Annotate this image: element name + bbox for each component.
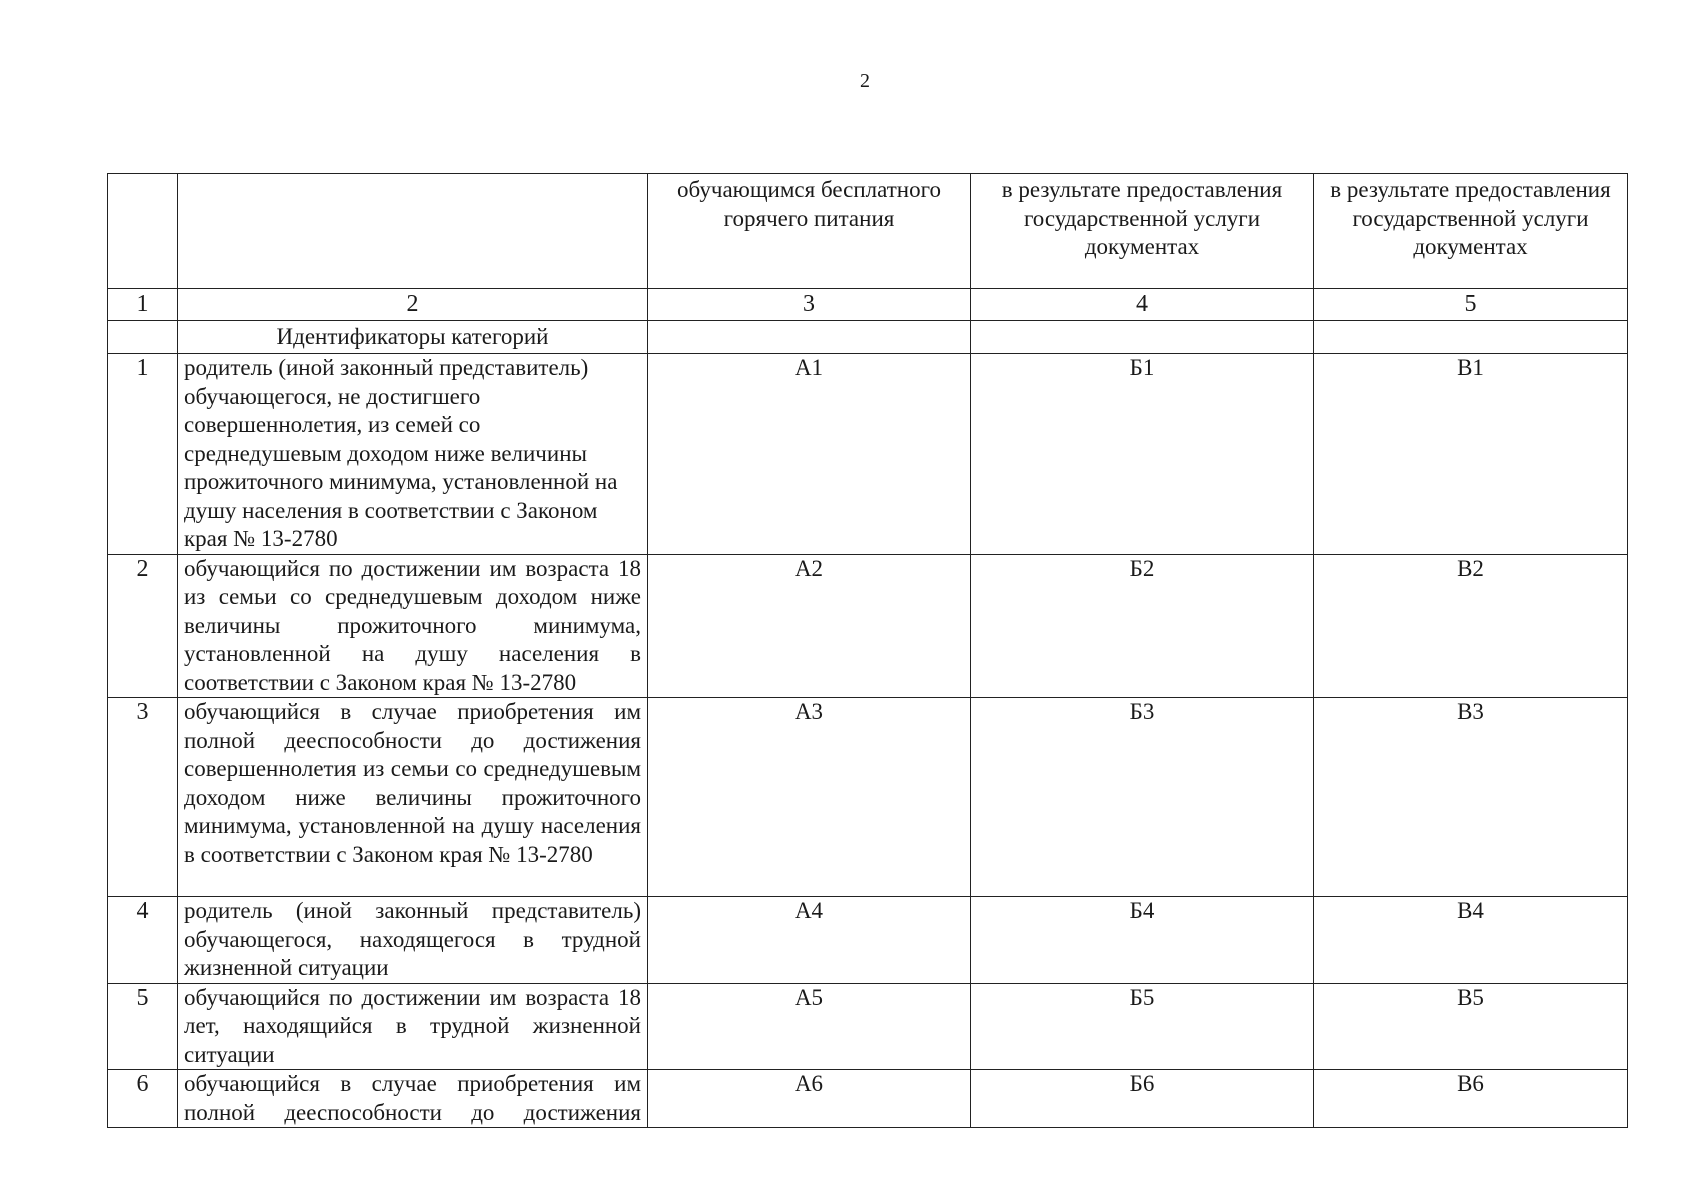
header-cell-1 bbox=[108, 174, 178, 289]
column-number-1: 1 bbox=[108, 289, 178, 321]
category-description: обучающийся по достижении им возраста 18 лет, находящийся в трудной жизненной ситуации bbox=[178, 983, 648, 1070]
identifier-c: В5 bbox=[1314, 983, 1628, 1070]
identifiers-empty-cell bbox=[108, 321, 178, 354]
categories-table bbox=[107, 173, 1628, 1128]
category-description: родитель (иной законный представитель) обучающегося, не достигшего совершеннолетия, из семей со среднедушевым доходом ниже величины прожиточного минимума, установленной на душу населения в соответствии с Законом края № 13-2780 bbox=[178, 354, 648, 555]
identifiers-label: Идентификаторы категорий bbox=[178, 321, 648, 354]
category-description: родитель (иной законный представитель) обучающегося, находящегося в трудной жизненной ситуации bbox=[178, 897, 648, 984]
identifier-c: В2 bbox=[1314, 554, 1628, 698]
identifier-b: Б4 bbox=[971, 897, 1314, 984]
table-row bbox=[108, 897, 1628, 984]
row-number: 5 bbox=[108, 983, 178, 1070]
table-row bbox=[108, 698, 1628, 897]
category-description: обучающийся в случае приобретения им полной дееспособности до достижения совершеннолетия из семьи со среднедушевым доходом ниже величины прожиточного минимума, установленной на душу населения в соответствии с Законом края № 13-2780 bbox=[178, 698, 648, 897]
row-number: 4 bbox=[108, 897, 178, 984]
header-cell-5: в результате предоставления государственной услуги документах bbox=[1314, 174, 1628, 289]
table-header-row bbox=[108, 174, 1628, 289]
identifier-c: В6 bbox=[1314, 1070, 1628, 1128]
table-row bbox=[108, 983, 1628, 1070]
column-number-3: 3 bbox=[648, 289, 971, 321]
identifier-b: Б5 bbox=[971, 983, 1314, 1070]
identifier-b: Б3 bbox=[971, 698, 1314, 897]
identifiers-row bbox=[108, 321, 1628, 354]
identifier-c: В3 bbox=[1314, 698, 1628, 897]
identifier-b: Б1 bbox=[971, 354, 1314, 555]
row-number: 2 bbox=[108, 554, 178, 698]
category-description: обучающийся в случае приобретения им полной дееспособности до достижения bbox=[178, 1070, 648, 1128]
table-row bbox=[108, 554, 1628, 698]
column-number-5: 5 bbox=[1314, 289, 1628, 321]
identifiers-empty-cell bbox=[971, 321, 1314, 354]
identifier-b: Б2 bbox=[971, 554, 1314, 698]
column-number-2: 2 bbox=[178, 289, 648, 321]
row-number: 6 bbox=[108, 1070, 178, 1128]
identifier-a: А6 bbox=[648, 1070, 971, 1128]
table-row bbox=[108, 354, 1628, 555]
identifier-a: А5 bbox=[648, 983, 971, 1070]
column-number-4: 4 bbox=[971, 289, 1314, 321]
table-row bbox=[108, 1070, 1628, 1128]
page-number: 2 bbox=[860, 70, 870, 92]
identifier-b: Б6 bbox=[971, 1070, 1314, 1128]
identifiers-empty-cell bbox=[648, 321, 971, 354]
identifier-a: А3 bbox=[648, 698, 971, 897]
row-number: 3 bbox=[108, 698, 178, 897]
identifier-c: В4 bbox=[1314, 897, 1628, 984]
identifier-a: А4 bbox=[648, 897, 971, 984]
header-cell-4: в результате предоставления государственной услуги документах bbox=[971, 174, 1314, 289]
header-cell-2 bbox=[178, 174, 648, 289]
identifier-a: А2 bbox=[648, 554, 971, 698]
column-number-row bbox=[108, 289, 1628, 321]
identifiers-empty-cell bbox=[1314, 321, 1628, 354]
header-cell-3: обучающимся бесплатного горячего питания bbox=[648, 174, 971, 289]
identifier-a: А1 bbox=[648, 354, 971, 555]
row-number: 1 bbox=[108, 354, 178, 555]
identifier-c: В1 bbox=[1314, 354, 1628, 555]
category-description: обучающийся по достижении им возраста 18 из семьи со среднедушевым доходом ниже величины прожиточного минимума, установленной на душу населения в соответствии с Законом края № 13-2780 bbox=[178, 554, 648, 698]
